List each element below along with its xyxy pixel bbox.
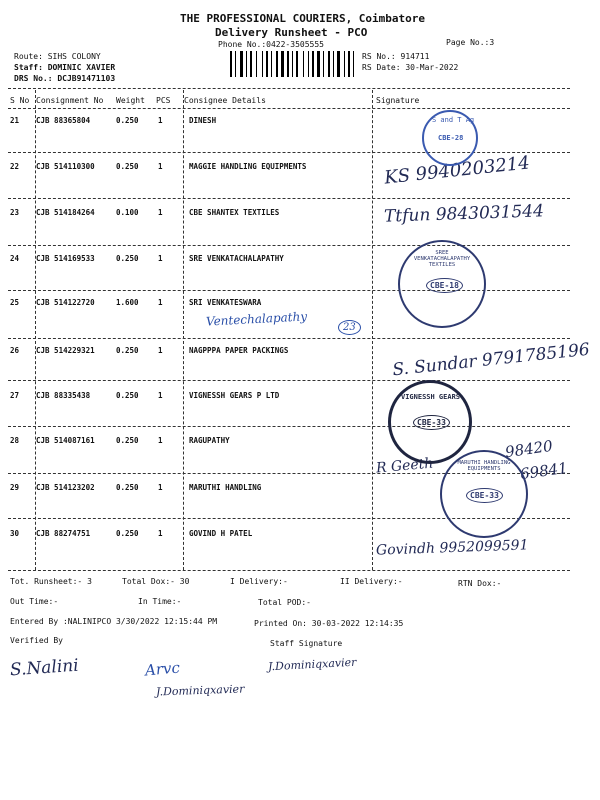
stamp-text: MARUTHI HANDLING EQUIPMENTS xyxy=(457,460,511,472)
handwritten-signature: Ventechalapathy xyxy=(205,309,308,329)
table-row xyxy=(8,208,378,220)
verified-by: Verified By xyxy=(10,636,63,645)
row-weight: 0.250 xyxy=(116,391,139,400)
table-row xyxy=(8,391,378,403)
total-dox: Total Dox:- 30 xyxy=(122,577,190,586)
table-header xyxy=(8,96,568,108)
row-consignment: CJB 514122720 xyxy=(36,298,95,307)
route: Route: SIHS COLONY xyxy=(14,52,101,61)
company-stamp xyxy=(398,240,486,328)
first-delivery: I Delivery:- xyxy=(230,577,288,586)
row-consignment: CJB 514169533 xyxy=(36,254,95,263)
page-number: Page No.:3 xyxy=(446,38,495,47)
row-consignee: SRI VENKATESWARA xyxy=(189,298,262,307)
entered-by: Entered By :NALINIPCO 3/30/2022 12:15:44 PM xyxy=(10,617,218,626)
row-weight: 0.250 xyxy=(116,436,139,445)
row-consignee: DINESH xyxy=(189,116,217,125)
total-pod: Total POD:- xyxy=(258,598,311,607)
out-time: Out Time:- xyxy=(10,597,59,606)
handwritten-signature: KS 9940203214 xyxy=(383,152,531,189)
row-consignment: CJB 88274751 xyxy=(36,529,91,538)
col-signature: Signature xyxy=(376,96,420,105)
row-pcs: 1 xyxy=(158,529,163,538)
drs-number: DRS No.: DCJB91471103 xyxy=(14,74,116,83)
signature-staff: J.Dominiqxavier xyxy=(155,682,245,699)
stamp-text: CBE-33 xyxy=(466,488,503,503)
table-row xyxy=(8,436,378,448)
signature-staff: J.Dominiqxavier xyxy=(267,655,357,674)
barcode xyxy=(230,51,360,77)
row-consignment: CJB 88365804 xyxy=(36,116,91,125)
row-sno: 25 xyxy=(10,298,20,307)
row-weight: 0.100 xyxy=(116,208,139,217)
row-sno: 29 xyxy=(10,483,20,492)
row-pcs: 1 xyxy=(158,116,163,125)
handwritten-note: 69841 xyxy=(518,458,569,484)
row-sno: 24 xyxy=(10,254,20,263)
table-row xyxy=(8,116,378,128)
divider xyxy=(8,245,570,246)
row-weight: 0.250 xyxy=(116,483,139,492)
col-consignee: Consignee Details xyxy=(184,96,266,105)
col-weight: Weight xyxy=(116,96,145,105)
divider xyxy=(8,570,570,571)
rtn-dox: RTN Dox:- xyxy=(458,579,502,588)
stamp-text: CBE-28 xyxy=(438,134,464,142)
row-consignment: CJB 514123202 xyxy=(36,483,95,492)
stamp-text: S and T Ag xyxy=(432,116,475,124)
row-pcs: 1 xyxy=(158,298,163,307)
row-weight: 0.250 xyxy=(116,346,139,355)
divider xyxy=(8,198,570,199)
divider xyxy=(8,88,570,89)
handwritten-signature: Ttfun 9843031544 xyxy=(383,201,545,227)
row-weight: 0.250 xyxy=(116,254,139,263)
row-weight: 0.250 xyxy=(116,116,139,125)
divider xyxy=(8,290,570,291)
stamp-text: SREE VENKATACHALAPATHY TEXTILES xyxy=(413,250,471,268)
row-consignee: GOVIND H PATEL xyxy=(189,529,253,538)
company-stamp xyxy=(440,450,528,538)
signature-verifier: S.Nalini xyxy=(9,655,80,681)
divider xyxy=(8,338,570,339)
divider xyxy=(8,380,570,381)
company-stamp xyxy=(388,380,472,464)
row-consignee: VIGNESSH GEARS P LTD xyxy=(189,391,280,400)
total-runsheet: Tot. Runsheet:- 3 xyxy=(10,577,92,586)
signature-verifier: Arvc xyxy=(144,658,181,680)
in-time: In Time:- xyxy=(138,597,182,606)
company-stamp xyxy=(422,110,478,166)
row-consignee: MAGGIE HANDLING EQUIPMENTS xyxy=(189,162,307,171)
row-consignee: RAGUPATHY xyxy=(189,436,230,445)
row-sno: 28 xyxy=(10,436,20,445)
table-row xyxy=(8,298,378,310)
col-pcs: PCS xyxy=(156,96,171,105)
row-consignee: NAGPPPA PAPER PACKINGS xyxy=(189,346,289,355)
row-consignment: CJB 514229321 xyxy=(36,346,95,355)
row-pcs: 1 xyxy=(158,436,163,445)
handwritten-signature: S. Sundar 9791785196 xyxy=(391,339,591,381)
phone-number: Phone No.:0422-3505555 xyxy=(218,40,324,49)
row-sno: 26 xyxy=(10,346,20,355)
row-pcs: 1 xyxy=(158,483,163,492)
col-sno: S No xyxy=(10,96,30,105)
handwritten-note: 23 xyxy=(338,320,361,335)
row-weight: 1.600 xyxy=(116,298,139,307)
row-consignment: CJB 514184264 xyxy=(36,208,95,217)
row-weight: 0.250 xyxy=(116,162,139,171)
table-row xyxy=(8,483,378,495)
rs-number: RS No.: 914711 xyxy=(362,52,430,61)
rs-date: RS Date: 30-Mar-2022 xyxy=(362,63,459,72)
divider xyxy=(8,426,570,427)
staff: Staff: DOMINIC XAVIER xyxy=(14,63,116,72)
table-row xyxy=(8,346,378,358)
staff-signature-label: Staff Signature xyxy=(270,639,343,648)
stamp-text: CBE-33 xyxy=(413,415,450,430)
stamp-text: CBE-18 xyxy=(426,278,463,293)
document-title: Delivery Runsheet - PCO xyxy=(215,26,368,39)
handwritten-signature: Govindh 9952099591 xyxy=(375,537,529,559)
row-pcs: 1 xyxy=(158,346,163,355)
row-consignment: CJB 88335438 xyxy=(36,391,91,400)
second-delivery: II Delivery:- xyxy=(340,577,403,586)
row-sno: 22 xyxy=(10,162,20,171)
divider xyxy=(8,108,570,109)
handwritten-signature: R Geeth xyxy=(375,455,434,477)
printed-on: Printed On: 30-03-2022 12:14:35 xyxy=(254,619,404,628)
row-sno: 30 xyxy=(10,529,20,538)
table-row xyxy=(8,162,378,174)
row-sno: 21 xyxy=(10,116,20,125)
row-weight: 0.250 xyxy=(116,529,139,538)
table-row xyxy=(8,254,378,266)
col-consignment: Consignment No xyxy=(36,96,104,105)
row-pcs: 1 xyxy=(158,162,163,171)
row-consignee: CBE SHANTEX TEXTILES xyxy=(189,208,280,217)
row-consignee: MARUTHI HANDLING xyxy=(189,483,262,492)
row-pcs: 1 xyxy=(158,254,163,263)
row-consignee: SRE VENKATACHALAPATHY xyxy=(189,254,284,263)
divider xyxy=(8,152,570,153)
stamp-text: VIGNESSH GEARS xyxy=(401,393,461,401)
row-consignment: CJB 514087161 xyxy=(36,436,95,445)
row-pcs: 1 xyxy=(158,391,163,400)
row-sno: 27 xyxy=(10,391,20,400)
row-sno: 23 xyxy=(10,208,20,217)
company-name: THE PROFESSIONAL COURIERS, Coimbatore xyxy=(180,12,426,25)
table-row xyxy=(8,529,378,541)
row-consignment: CJB 514110300 xyxy=(36,162,95,171)
handwritten-note: 98420 xyxy=(503,436,554,462)
row-pcs: 1 xyxy=(158,208,163,217)
